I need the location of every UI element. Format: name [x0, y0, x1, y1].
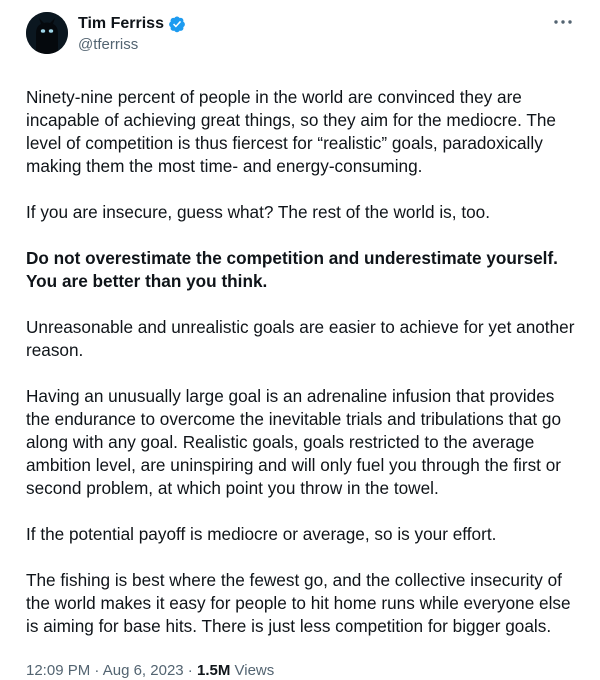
- meta-separator: ·: [183, 662, 197, 679]
- tweet-time[interactable]: 12:09 PM: [26, 662, 91, 679]
- tweet-text: [26, 86, 578, 638]
- avatar[interactable]: [26, 12, 68, 54]
- name-row: [78, 14, 186, 34]
- tweet-header: [26, 12, 574, 68]
- author-names: [78, 12, 186, 55]
- tweet-paragraph: If you are insecure, guess what? The rest of the world is, too.: [26, 202, 490, 222]
- tweet-paragraph: Having an unusually large goal is an adrenaline infusion that provides the endurance to overcome the inevitable trials and tribulations that go along with any goal. Realistic goals, goals restricted to the average ambition level, are uninspiring and will only fuel you through the first or second problem, at which point you throw in the towel.: [26, 386, 562, 498]
- tweet-paragraph: Unreasonable and unrealistic goals are easier to achieve for yet another reason.: [26, 317, 575, 360]
- more-options-button[interactable]: [552, 14, 574, 30]
- tweet-date[interactable]: Aug 6, 2023: [102, 662, 184, 679]
- avatar-cat-icon: [26, 12, 68, 54]
- tweet-paragraph: Ninety-nine percent of people in the world are convinced they are incapable of achieving great things, so they aim for the mediocre. The level of competition is thus fiercest for “realistic” goals, paradoxically making them the most time- and energy-consuming.: [26, 87, 556, 176]
- verified-badge-icon[interactable]: [168, 15, 186, 33]
- views-count[interactable]: 1.5M: [196, 662, 231, 679]
- tweet-meta: [26, 661, 574, 680]
- more-options-icon: [554, 20, 572, 24]
- tweet-paragraph: If the potential payoff is mediocre or average, so is your effort.: [26, 524, 497, 544]
- author-handle[interactable]: @tferriss: [78, 36, 139, 53]
- views-label[interactable]: Views: [230, 662, 275, 679]
- tweet-paragraph-bold: Do not overestimate the competition and underestimate yourself. You are better than you think.: [26, 248, 558, 291]
- display-name[interactable]: Tim Ferriss: [78, 15, 164, 32]
- meta-separator: ·: [90, 662, 103, 679]
- tweet-paragraph: The fishing is best where the fewest go, and the collective insecurity of the world makes it easy for people to hit home runs while everyone else is aiming for base hits. There is just less competition for bigger goals.: [26, 570, 571, 636]
